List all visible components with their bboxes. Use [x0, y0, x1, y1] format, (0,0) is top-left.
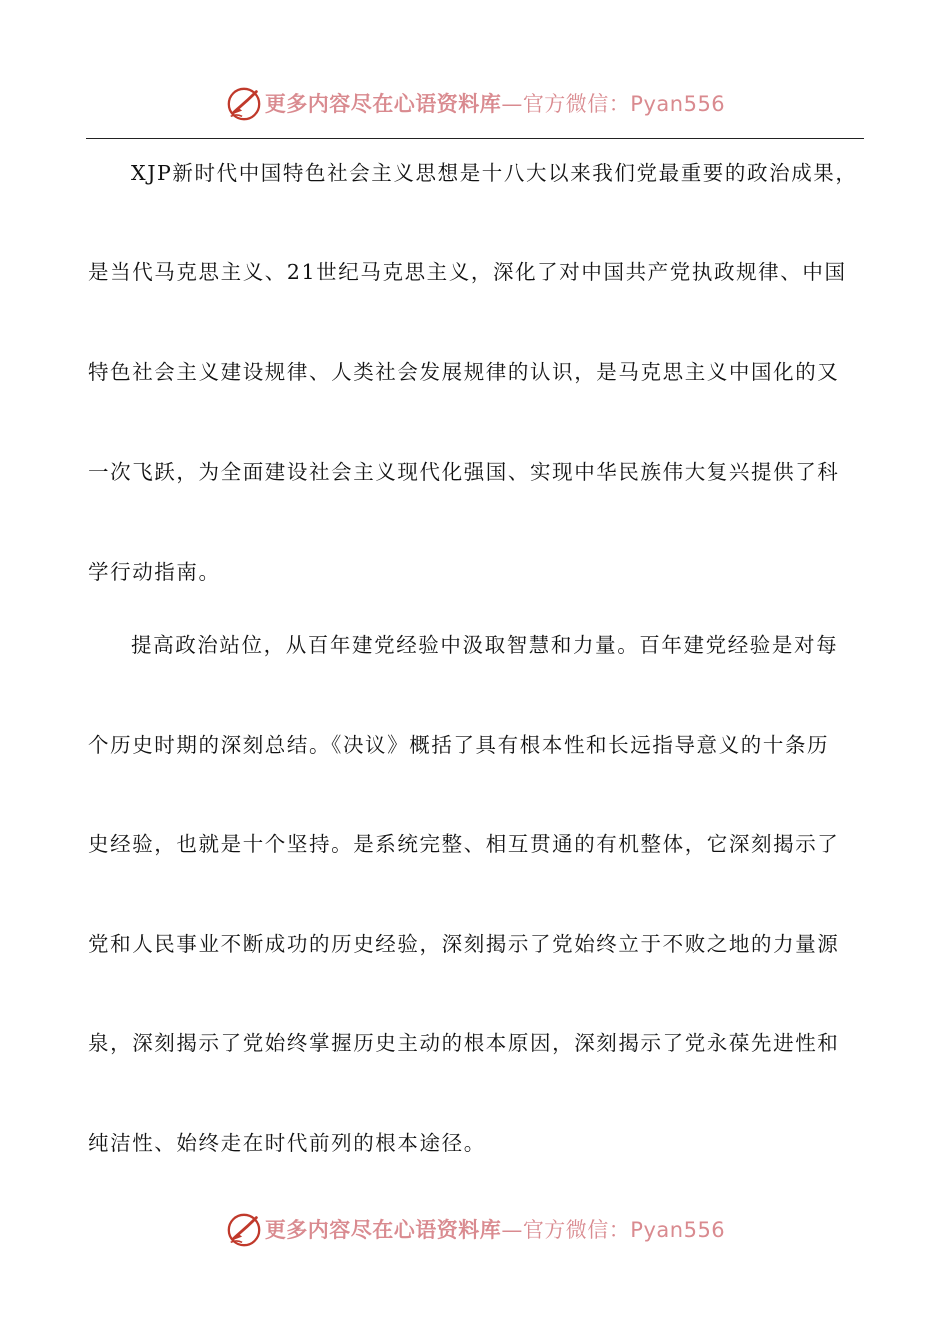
paragraph-2-line-1: 提高政治站位，从百年建党经验中汲取智慧和力量。百年建党经验是对每: [131, 633, 839, 657]
header-banner: [0, 82, 950, 126]
header-banner-text: [265, 93, 725, 115]
footer-banner: [0, 1208, 950, 1252]
paragraph-2-line-5: 泉，深刻揭示了党始终掌握历史主动的根本原因，深刻揭示了党永葆先进性和: [88, 1031, 840, 1055]
footer-brand: 更多内容尽在心语资料库: [264, 1217, 502, 1242]
pen-logo-icon: [225, 85, 263, 123]
pen-logo-icon: [225, 1211, 263, 1249]
header-contact: 官方微信：Pyan556: [522, 92, 726, 116]
paragraph-1-line-3: 特色社会主义建设规律、人类社会发展规律的认识，是马克思主义中国化的又: [88, 360, 840, 384]
paragraph-1-line-4: 一次飞跃，为全面建设社会主义现代化强国、实现中华民族伟大复兴提供了科: [88, 460, 840, 484]
paragraph-1-line-5: 学行动指南。: [88, 560, 221, 584]
header-divider: [86, 138, 864, 139]
paragraph-2-line-2: 个历史时期的深刻总结。《决议》概括了具有根本性和长远指导意义的十条历: [88, 733, 830, 757]
paragraph-1-line-2: 是当代马克思主义、21世纪马克思主义，深化了对中国共产党执政规律、中国: [88, 260, 847, 284]
footer-separator: —: [501, 1218, 523, 1242]
footer-contact: 官方微信：Pyan556: [522, 1218, 726, 1242]
paragraph-2-line-4: 党和人民事业不断成功的历史经验，深刻揭示了党始终立于不败之地的力量源: [88, 932, 840, 956]
paragraph-1-line-1: XJP新时代中国特色社会主义思想是十八大以来我们党最重要的政治成果，: [131, 161, 858, 185]
paragraph-2-line-3: 史经验，也就是十个坚持。是系统完整、相互贯通的有机整体，它深刻揭示了: [88, 832, 840, 856]
header-separator: —: [501, 92, 523, 116]
header-brand: 更多内容尽在心语资料库: [264, 91, 502, 116]
footer-banner-text: [265, 1219, 725, 1241]
paragraph-2-line-6: 纯洁性、始终走在时代前列的根本途径。: [88, 1131, 486, 1155]
